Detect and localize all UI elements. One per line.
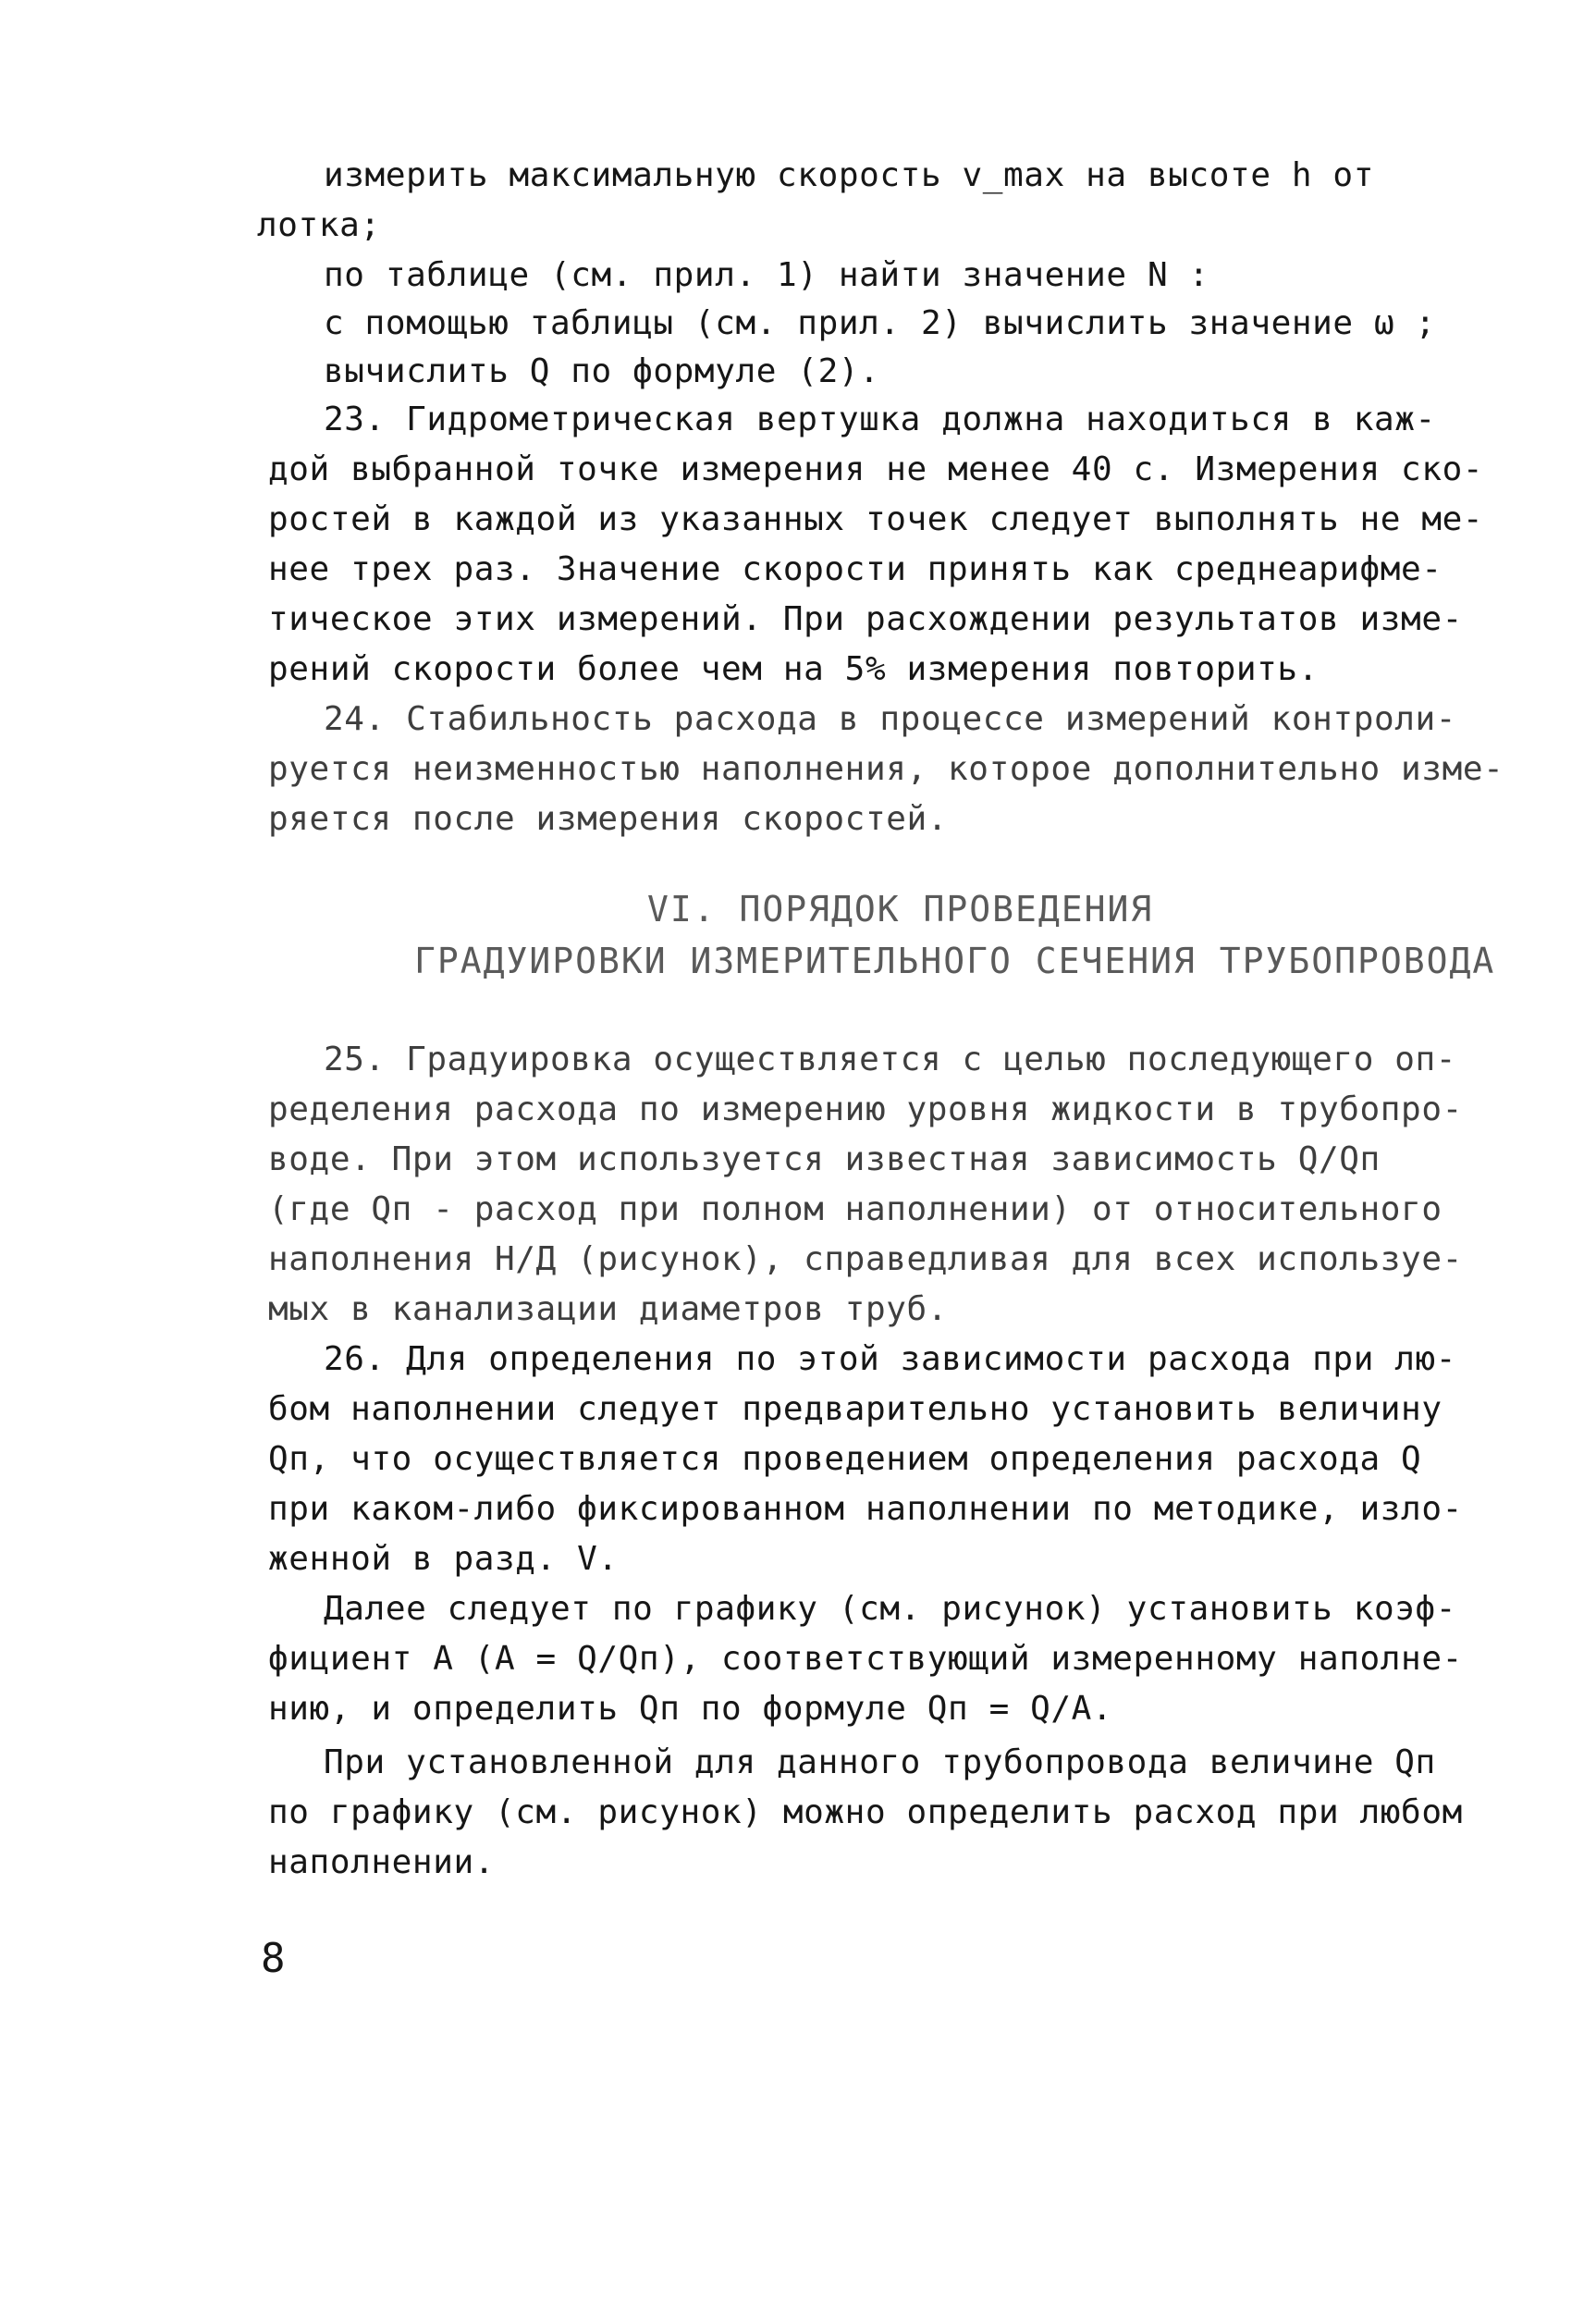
paragraph-26-line-1: 26. Для определения по этой зависимости расхода при лю- [324,1340,1457,1378]
paragraph-25-line-6: мых в канализации диаметров труб. [268,1290,949,1328]
text-line-2: лотка; [257,206,381,244]
text-line-4: с помощью таблицы (см. прил. 2) вычислить значение ω ; [324,304,1436,342]
paragraph-further-line-2: фициент A (A = Q/Qп), соответствующий измеренному наполне- [268,1640,1463,1678]
paragraph-26-line-3: Qп, что осуществляется проведением определения расхода Q [268,1440,1422,1478]
paragraph-23-line-1: 23. Гидрометрическая вертушка должна находиться в каж- [324,400,1436,438]
paragraph-23-line-5: тическое этих измерений. При расхождении результатов изме- [268,600,1463,638]
paragraph-25-line-1: 25. Градуировка осуществляется с целью последующего оп- [324,1041,1457,1078]
text-line-3: по таблице (см. прил. 1) найти значение N : [324,256,1209,294]
paragraph-final-line-1: При установленной для данного трубопровода величине Qп [324,1743,1436,1781]
paragraph-24-line-3: ряется после измерения скоростей. [268,800,949,838]
text-line-1: измерить максимальную скорость v_max на высоте h от [324,156,1374,194]
paragraph-final-line-2: по графику (см. рисунок) можно определить расход при любом [268,1793,1463,1831]
paragraph-final-line-3: наполнении. [268,1843,496,1881]
paragraph-26-line-5: женной в разд. V. [268,1540,619,1578]
paragraph-26-line-2: бом наполнении следует предварительно установить величину [268,1390,1443,1428]
paragraph-23-line-3: ростей в каждой из указанных точек следует выполнять не ме- [268,500,1484,538]
paragraph-23-line-2: дой выбранной точке измерения не менее 40 с. Измерения ско- [268,450,1484,488]
page-number: 8 [261,1935,286,1982]
section-heading-line-2: ГРАДУИРОВКИ ИЗМЕРИТЕЛЬНОГО СЕЧЕНИЯ ТРУБОПРОВОДА [414,941,1496,981]
paragraph-25-line-5: наполнения H/Д (рисунок), справедливая для всех используе- [268,1240,1463,1278]
paragraph-23-line-6: рений скорости более чем на 5% измерения повторить. [268,650,1319,688]
paragraph-further-line-1: Далее следует по графику (см. рисунок) установить коэф- [324,1590,1457,1628]
paragraph-26-line-4: при каком-либо фиксированном наполнении по методике, изло- [268,1490,1463,1528]
section-heading-line-1: VI. ПОРЯДОК ПРОВЕДЕНИЯ [647,889,1154,930]
paragraph-25-line-3: воде. При этом используется известная зависимость Q/Qп [268,1140,1381,1178]
paragraph-23-line-4: нее трех раз. Значение скорости принять как среднеарифме- [268,550,1443,588]
paragraph-25-line-4: (где Qп - расход при полном наполнении) от относительного [268,1190,1443,1228]
paragraph-24-line-1: 24. Стабильность расхода в процессе измерений контроли- [324,700,1457,738]
paragraph-24-line-2: руется неизменностью наполнения, которое дополнительно изме- [268,750,1504,788]
text-line-5: вычислить Q по формуле (2). [324,352,880,390]
paragraph-further-line-3: нию, и определить Qп по формуле Qп = Q/A. [268,1690,1113,1728]
paragraph-25-line-2: ределения расхода по измерению уровня жидкости в трубопро- [268,1090,1463,1128]
